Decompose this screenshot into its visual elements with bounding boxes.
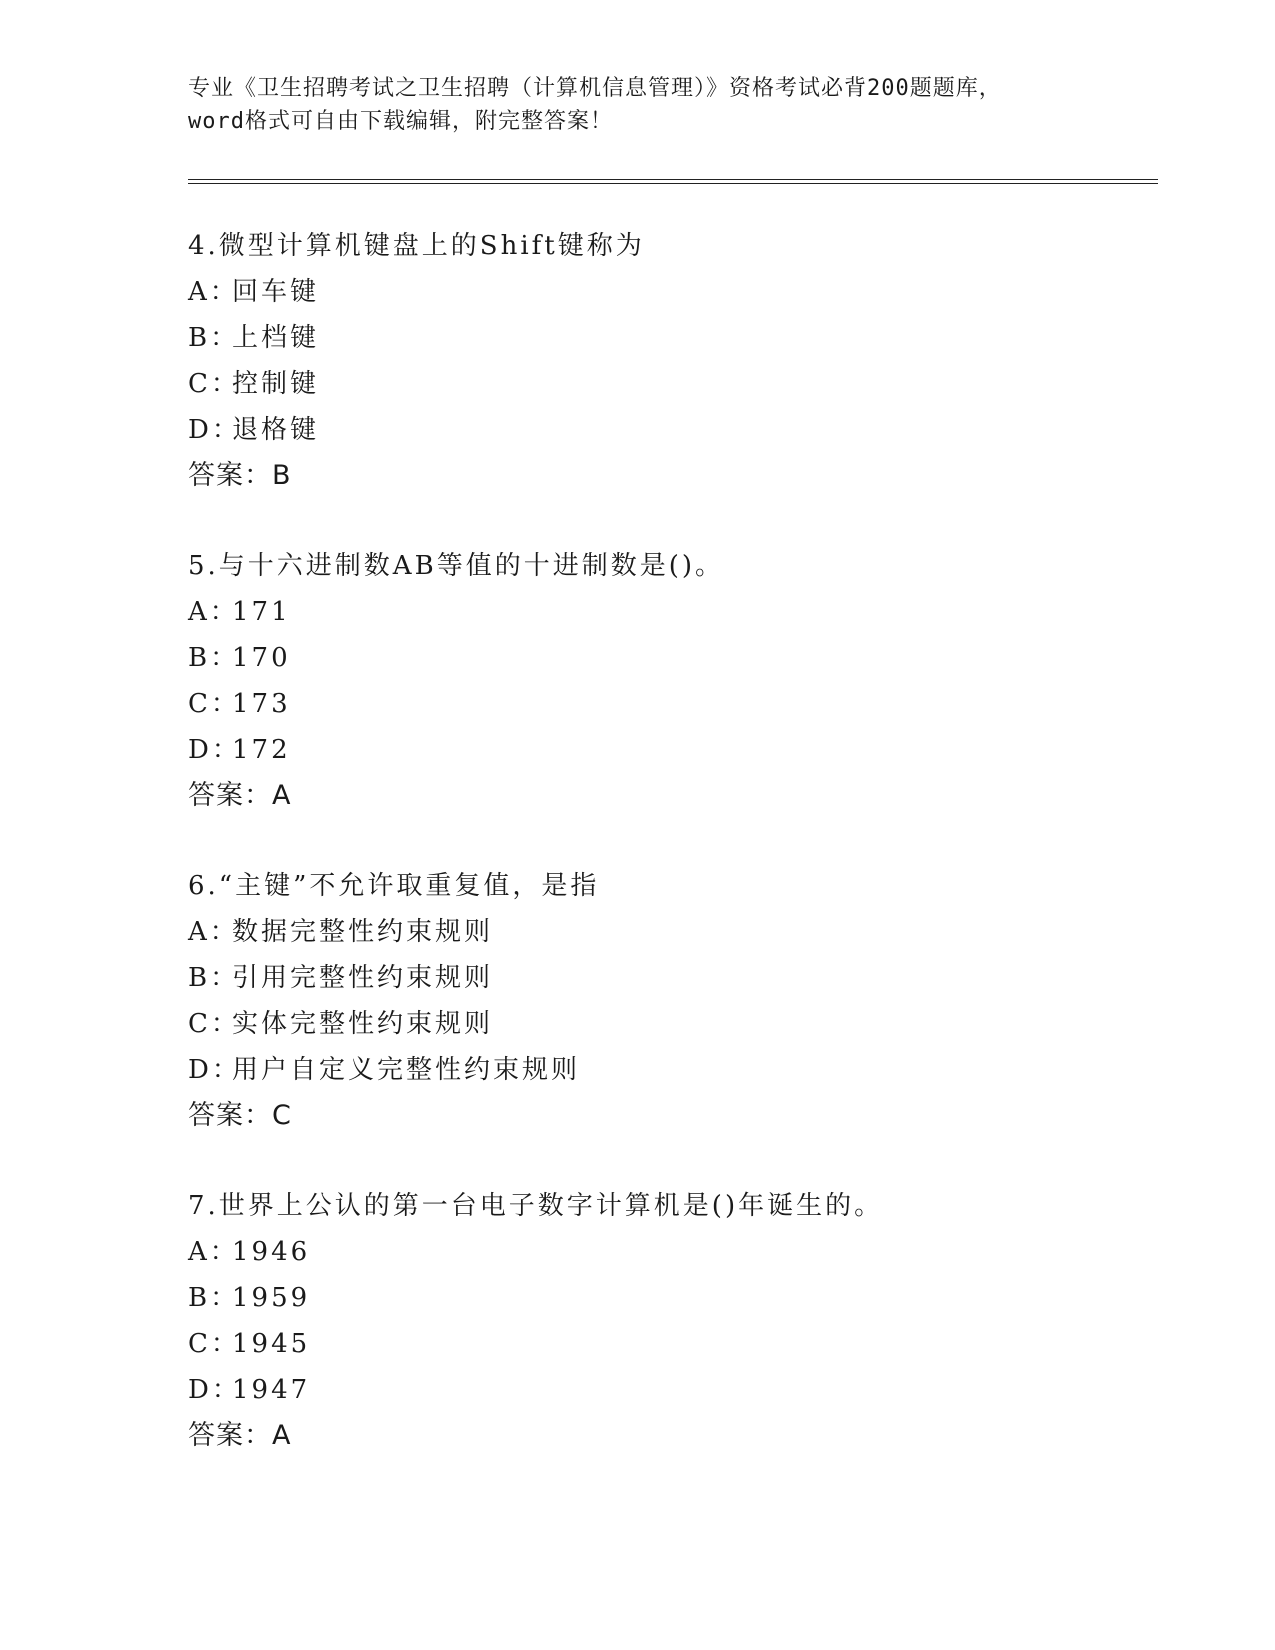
option-d <box>188 1047 1088 1093</box>
option-a <box>188 269 1088 315</box>
option-text: 1947 <box>232 1375 311 1405</box>
option-text: 171 <box>232 597 291 627</box>
option-key: C： <box>188 1009 240 1039</box>
header-line-2: word格式可自由下载编辑，附完整答案！ <box>188 109 613 134</box>
option-key: B： <box>188 323 240 353</box>
question-6 <box>188 863 1088 1139</box>
option-key: D： <box>188 1055 241 1085</box>
question-stem: 4.微型计算机键盘上的Shift键称为 <box>188 231 645 261</box>
question-stem: 6.“主键”不允许取重复值，是指 <box>188 871 600 901</box>
answer-line: 答案：B <box>188 460 292 491</box>
option-key: D： <box>188 415 241 445</box>
option-key: C： <box>188 369 240 399</box>
option-key: A： <box>188 277 239 307</box>
option-text: 数据完整性约束规则 <box>232 917 494 947</box>
option-text: 上档键 <box>232 323 320 353</box>
question-5 <box>188 543 1088 819</box>
option-b <box>188 635 1088 681</box>
question-stem: 5.与十六进制数AB等值的十进制数是()。 <box>188 551 724 581</box>
option-text: 172 <box>232 735 291 765</box>
option-text: 1959 <box>232 1283 311 1313</box>
option-a <box>188 909 1088 955</box>
option-key: A： <box>188 917 239 947</box>
option-c <box>188 1001 1088 1047</box>
option-key: C： <box>188 689 240 719</box>
option-b <box>188 315 1088 361</box>
option-key: B： <box>188 963 240 993</box>
option-key: D： <box>188 735 241 765</box>
option-a <box>188 1229 1088 1275</box>
option-c <box>188 681 1088 727</box>
header-line-1: 专业《卫生招聘考试之卫生招聘（计算机信息管理）》资格考试必背200题题库， <box>188 76 1002 101</box>
answer-line: 答案：A <box>188 1420 292 1451</box>
option-c <box>188 1321 1088 1367</box>
option-text: 控制键 <box>232 369 320 399</box>
option-d <box>188 407 1088 453</box>
option-c <box>188 361 1088 407</box>
option-key: B： <box>188 643 240 673</box>
option-text: 173 <box>232 689 291 719</box>
option-text: 170 <box>232 643 291 673</box>
header-double-rule <box>188 179 1158 184</box>
question-7 <box>188 1183 1088 1459</box>
question-stem: 7.世界上公认的第一台电子数字计算机是()年诞生的。 <box>188 1191 884 1221</box>
option-text: 退格键 <box>232 415 320 445</box>
option-a <box>188 589 1088 635</box>
option-b <box>188 955 1088 1001</box>
option-key: A： <box>188 1237 239 1267</box>
option-d <box>188 1367 1088 1413</box>
option-key: A： <box>188 597 239 627</box>
option-text: 实体完整性约束规则 <box>232 1009 494 1039</box>
option-text: 回车键 <box>232 277 320 307</box>
option-key: C： <box>188 1329 240 1359</box>
option-text: 1946 <box>232 1237 311 1267</box>
option-key: B： <box>188 1283 240 1313</box>
option-key: D： <box>188 1375 241 1405</box>
document-header <box>188 72 1108 138</box>
option-text: 1945 <box>232 1329 311 1359</box>
option-b <box>188 1275 1088 1321</box>
question-4 <box>188 223 1088 499</box>
answer-line: 答案：C <box>188 1100 292 1131</box>
answer-line: 答案：A <box>188 780 292 811</box>
option-text: 引用完整性约束规则 <box>232 963 494 993</box>
option-d <box>188 727 1088 773</box>
option-text: 用户自定义完整性约束规则 <box>232 1055 581 1085</box>
